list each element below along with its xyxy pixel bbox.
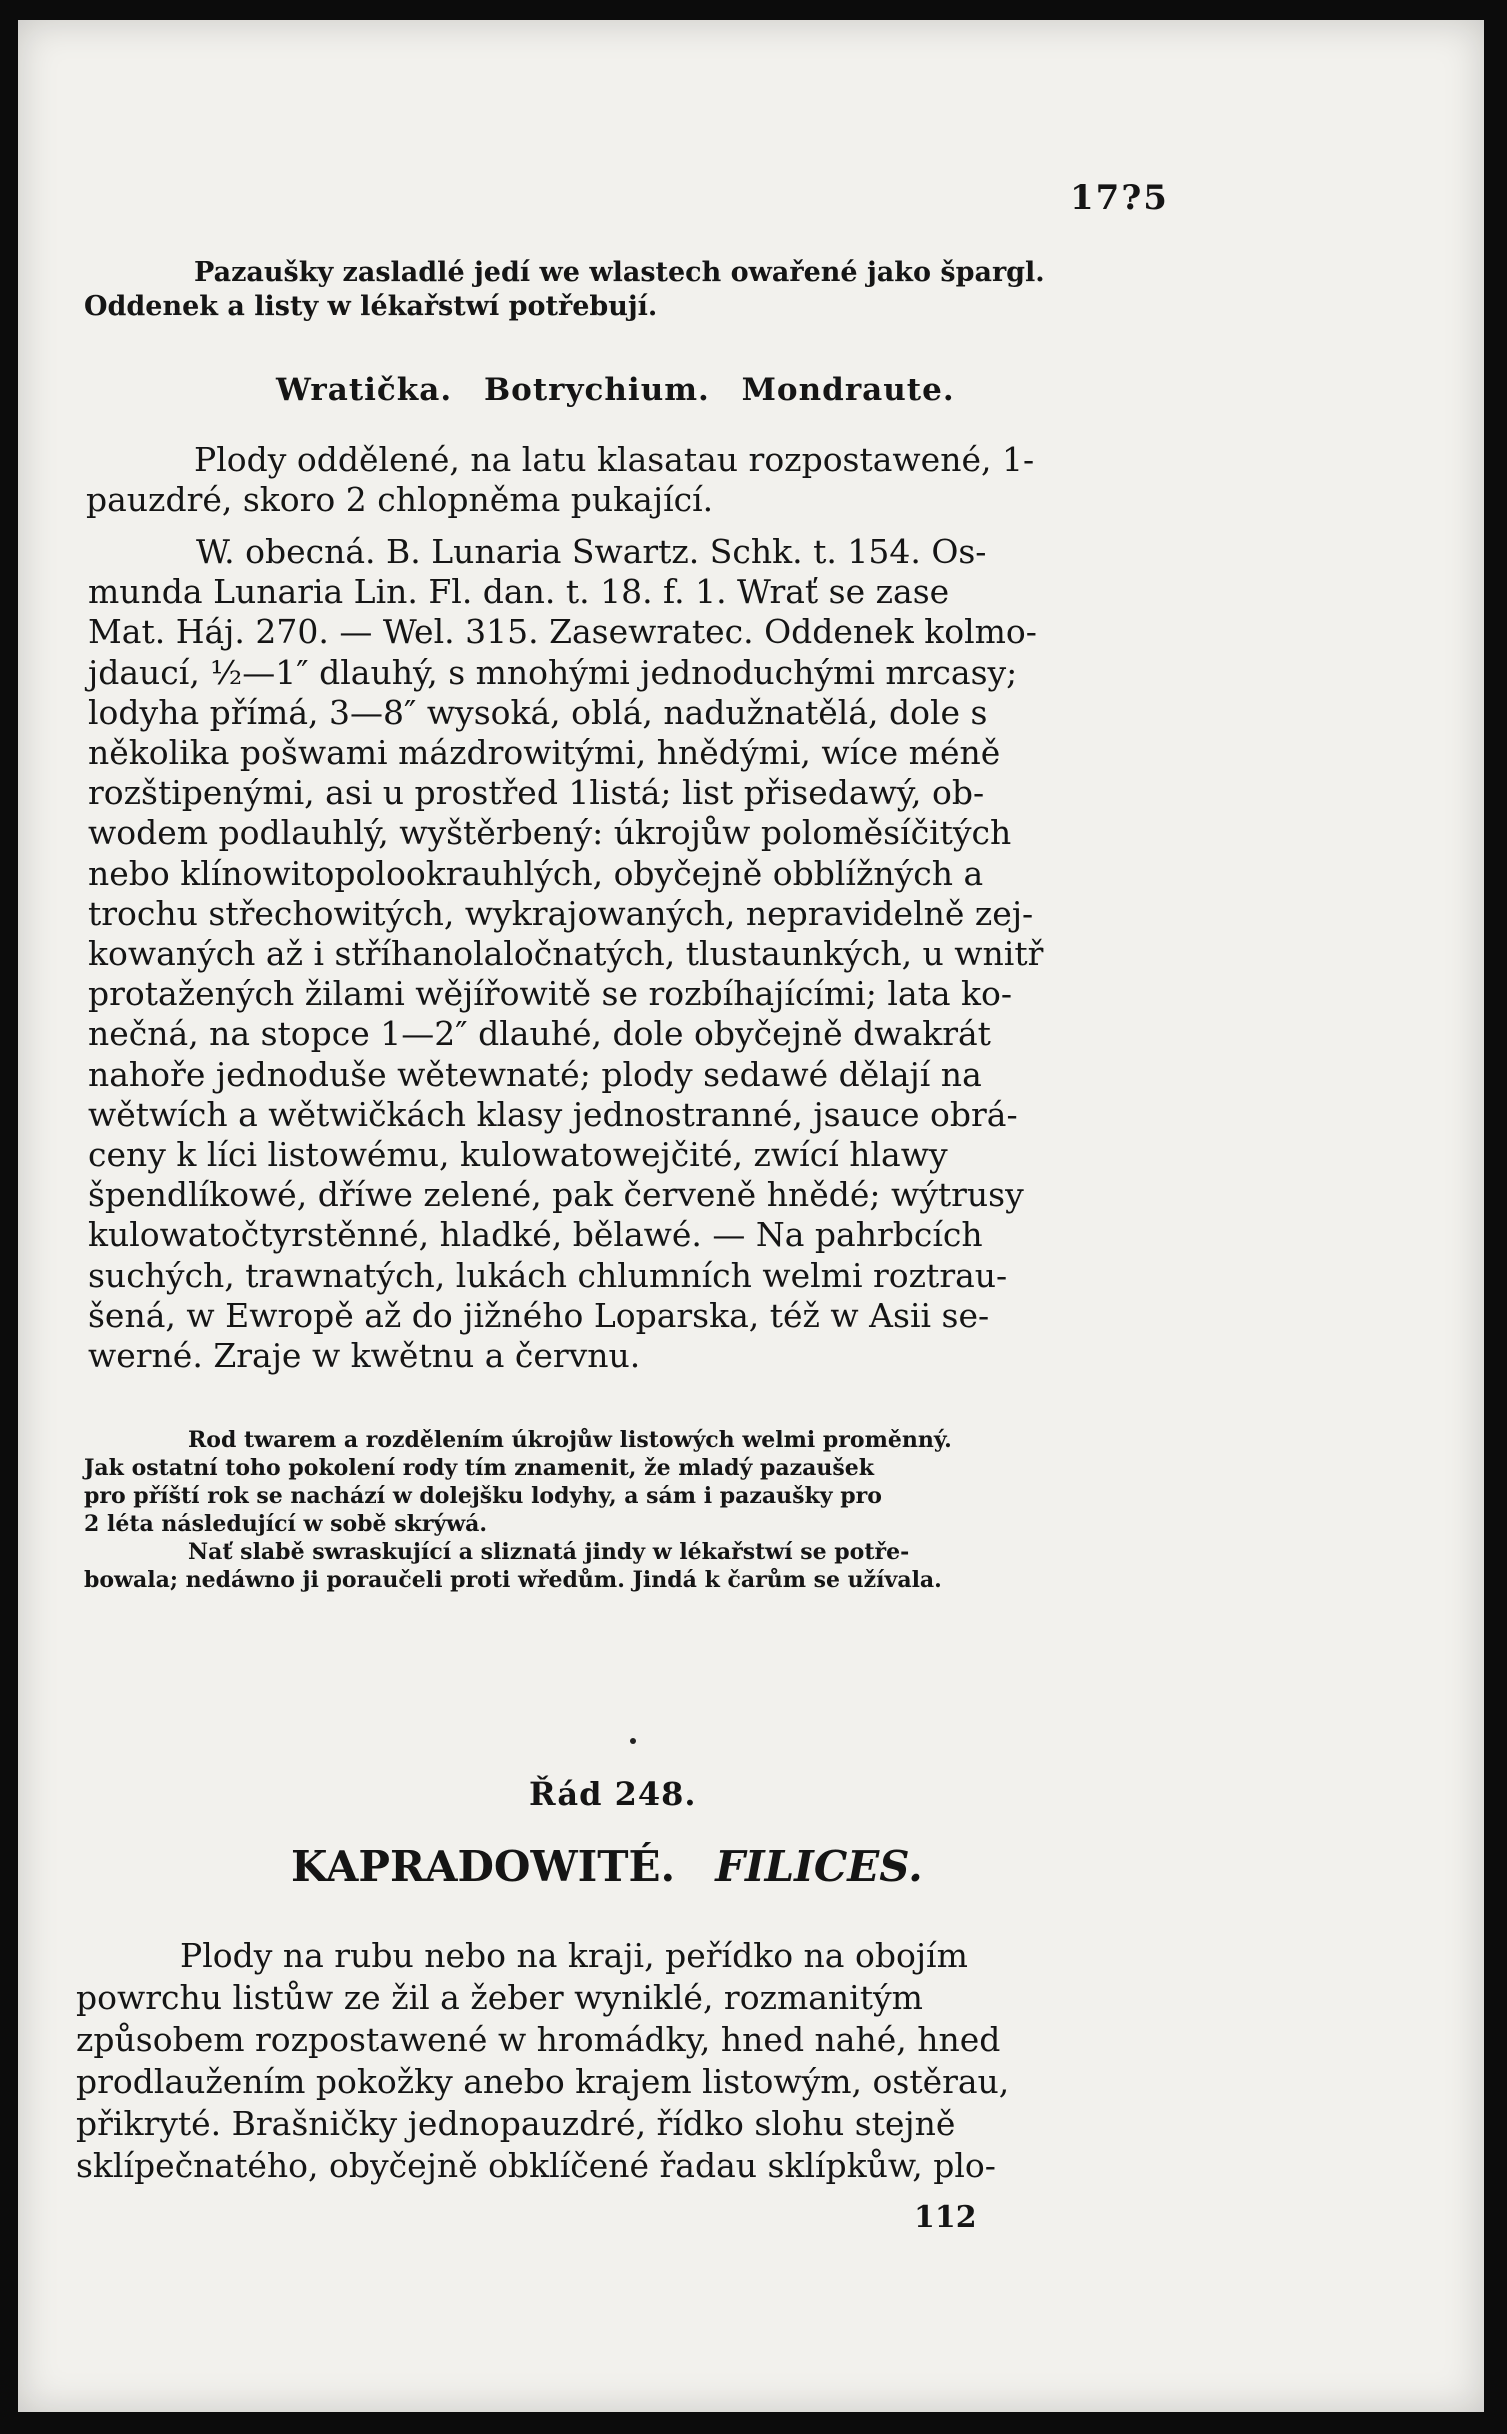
text-line: sklípečnatého, obyčejně obklíčené řadau sklípkůw, plo- (76, 2146, 996, 2185)
species-description (88, 532, 1043, 1376)
text-line: způsobem rozpostawené w hromádky, hned nahé, hned (76, 2020, 1001, 2059)
text-line: 2 léta následující w sobě skrýwá. (84, 1511, 488, 1537)
text-line: nahoře jednoduše wětewnaté; plody sedawé dělají na (88, 1054, 982, 1094)
text-line: pro příští rok se nachází w dolejšku lodyhy, a sám i pazaušky pro (84, 1483, 882, 1509)
text-line: šená, w Ewropě až do jižného Loparska, též w Asii se- (88, 1295, 990, 1335)
order-number: Řád 248. (529, 1775, 697, 1813)
note-paragraph (84, 1426, 952, 1594)
text-line: kowaných až i stříhanolaločnatých, tlustaunkých, u wnitř (88, 934, 1044, 974)
text-line: Plody oddělené, na latu klasatau rozpostawené, 1- (194, 440, 1035, 479)
family-latin-name: FILICES. (715, 1842, 923, 1891)
text-line: suchých, trawnatých, lukách chlumních welmi roztrau- (88, 1255, 1008, 1295)
text-line: munda Lunaria Lin. Fl. dan. t. 18. f. 1. Wrať se zase (88, 572, 950, 612)
text-line: powrchu listůw ze žil a žeber wyniklé, rozmanitým (76, 1978, 923, 2017)
text-line: wodem podlauhlý, wyštěrbený: úkrojůw poloměsíčitých (88, 813, 1012, 853)
text-line: jdaucí, ½—1″ dlauhý, s mnohými jednoduchými mrcasy; (88, 652, 1018, 692)
text-line: Jak ostatní toho pokolení rody tím znamenit, že mladý pazaušek (84, 1455, 874, 1481)
family-description (76, 1935, 1009, 2187)
text-line: Pazaušky zasladlé jedí we wlastech owařené jako špargl. (194, 257, 1045, 288)
text-line: W. obecná. B. Lunaria Swartz. Schk. t. 154. Os- (196, 532, 987, 571)
text-line: několika pošwami mázdrowitými, hnědými, wíce méně (88, 733, 1001, 773)
intro-paragraph (84, 256, 1045, 324)
page-number: 17?5 (1070, 178, 1169, 218)
genus-heading: Wratička. Botrychium. Mondraute. (276, 372, 955, 408)
genus-description (86, 440, 1034, 520)
text-line: nečná, na stopce 1—2″ dlauhé, dole obyčejně dwakrát (88, 1014, 991, 1054)
text-line: ceny k líci listowému, kulowatowejčité, zwící hlawy (88, 1135, 948, 1175)
text-line: Mat. Háj. 270. — Wel. 315. Zasewratec. Oddenek kolmo- (88, 612, 1037, 652)
text-line: prodlaužením pokožky anebo krajem listowým, ostěrau, (76, 2062, 1010, 2101)
text-line: trochu střechowitých, wykrajowaných, nepravidelně zej- (88, 893, 1034, 933)
book-page (18, 20, 1484, 2412)
ornament-dot (630, 1738, 636, 1744)
text-line: rozštipenými, asi u prostřed 1listá; list přisedawý, ob- (88, 773, 985, 813)
text-line: pauzdré, skoro 2 chlopněma pukající. (86, 480, 714, 519)
text-line: werné. Zraje w kwětnu a červnu. (88, 1336, 641, 1376)
text-line: Oddenek a listy w lékařstwí potřebují. (84, 291, 658, 322)
text-line: wětwích a wětwičkách klasy jednostranné, jsauce obrá- (88, 1094, 1018, 1134)
text-line: Rod twarem a rozdělením úkrojůw listowých welmi proměnný. (188, 1427, 952, 1453)
signature-mark: 112 (914, 2200, 977, 2235)
text-line: špendlíkowé, dříwe zelené, pak červeně hnědé; wýtrusy (88, 1175, 1024, 1215)
text-line: kulowatočtyrstěnné, hladké, bělawé. — Na pahrbcích (88, 1215, 983, 1255)
text-line: lodyha přímá, 3—8″ wysoká, oblá, nadužnatělá, dole s (88, 692, 988, 732)
text-line: protažených žilami wějířowitě se rozbíhajícími; lata ko- (88, 974, 1013, 1014)
text-line: přikryté. Brašničky jednopauzdré, řídko slohu stejně (76, 2104, 956, 2143)
text-line: Plody na rubu nebo na kraji, peřídko na obojím (180, 1936, 968, 1975)
text-line: Nať slabě swraskující a sliznatá jindy w lékařstwí se potře- (188, 1539, 910, 1565)
text-line: nebo klínowitopolookrauhlých, obyčejně obblížných a (88, 853, 984, 893)
family-name: KAPRADOWITÉ. (291, 1842, 676, 1891)
text-line: bowala; nedáwno ji poraučeli proti wředům. Jindá k čarům se užívala. (84, 1567, 942, 1593)
family-heading (291, 1842, 923, 1891)
